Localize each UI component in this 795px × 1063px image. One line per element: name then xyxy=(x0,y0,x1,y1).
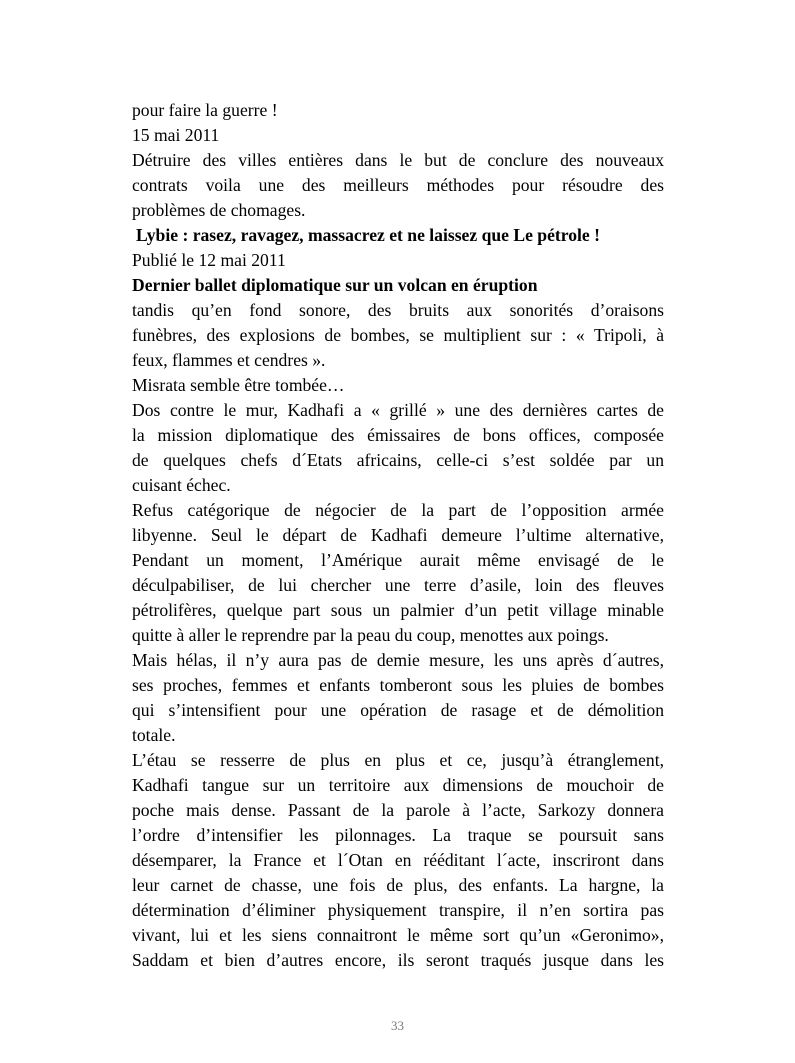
text-line: feux, flammes et cendres ». xyxy=(132,350,326,370)
text-line: qui s’intensifient pour une opération de rasage et de démolition xyxy=(132,700,664,720)
page-body xyxy=(132,98,664,973)
text-line: funèbres, des explosions de bombes, se multiplient sur : « Tripoli, à xyxy=(132,325,664,345)
text-line: poche mais dense. Passant de la parole à l’acte, Sarkozy donnera xyxy=(132,800,664,820)
text-line: leur carnet de chasse, une fois de plus, des enfants. La hargne, la xyxy=(132,875,664,895)
text-line: de quelques chefs d´Etats africains, celle-ci s’est soldée par un xyxy=(132,450,664,470)
text-line: Saddam et bien d’autres encore, ils seront traqués jusque dans les xyxy=(132,950,664,970)
text-line: Misrata semble être tombée… xyxy=(132,375,345,395)
text-line: Détruire des villes entières dans le but de conclure des nouveaux xyxy=(132,150,664,170)
text-line: L’étau se resserre de plus en plus et ce, jusqu’à étranglement, xyxy=(132,750,664,770)
text-line: Kadhafi tangue sur un territoire aux dimensions de mouchoir de xyxy=(132,775,664,795)
text-line: Dos contre le mur, Kadhafi a « grillé » une des dernières cartes de xyxy=(132,400,664,420)
text-line: déculpabiliser, de lui chercher une terre d’asile, loin des fleuves xyxy=(132,575,664,595)
text-line: désemparer, la France et l´Otan en rééditant l´acte, inscriront dans xyxy=(132,850,664,870)
page-number: 33 xyxy=(391,1018,404,1033)
article-subtitle: Dernier ballet diplomatique sur un volcan en éruption xyxy=(132,275,538,295)
text-line: Mais hélas, il n’y aura pas de demie mesure, les uns après d´autres, xyxy=(132,650,664,670)
text-line: contrats voila une des meilleurs méthodes pour résoudre des xyxy=(132,175,664,195)
text-line: ses proches, femmes et enfants tomberont sous les pluies de bombes xyxy=(132,675,664,695)
text-line: cuisant échec. xyxy=(132,475,231,495)
text-line: totale. xyxy=(132,725,176,745)
text-line: tandis qu’en fond sonore, des bruits aux sonorités d’oraisons xyxy=(132,300,664,320)
text-line: pour faire la guerre ! xyxy=(132,100,278,120)
text-line: l’ordre d’intensifier les pilonnages. La traque se poursuit sans xyxy=(132,825,664,845)
text-line: détermination d’éliminer physiquement transpire, il n’en sortira pas xyxy=(132,900,664,920)
text-line: quitte à aller le reprendre par la peau du coup, menottes aux poings. xyxy=(132,625,609,645)
text-line: pétrolifères, quelque part sous un palmier d’un petit village minable xyxy=(132,600,664,620)
publish-date: Publié le 12 mai 2011 xyxy=(132,250,286,270)
text-line: problèmes de chomages. xyxy=(132,200,306,220)
date-line: 15 mai 2011 xyxy=(132,125,220,145)
text-line: Refus catégorique de négocier de la part de l’opposition armée xyxy=(132,500,664,520)
text-line: la mission diplomatique des émissaires de bons offices, composée xyxy=(132,425,664,445)
text-line: vivant, lui et les siens connaitront le même sort qu’un «Geronimo», xyxy=(132,925,664,945)
text-line: libyenne. Seul le départ de Kadhafi demeure l’ultime alternative, xyxy=(132,525,664,545)
text-line: Pendant un moment, l’Amérique aurait même envisagé de le xyxy=(132,550,664,570)
article-title: Lybie : rasez, ravagez, massacrez et ne laissez que Le pétrole ! xyxy=(136,225,600,245)
